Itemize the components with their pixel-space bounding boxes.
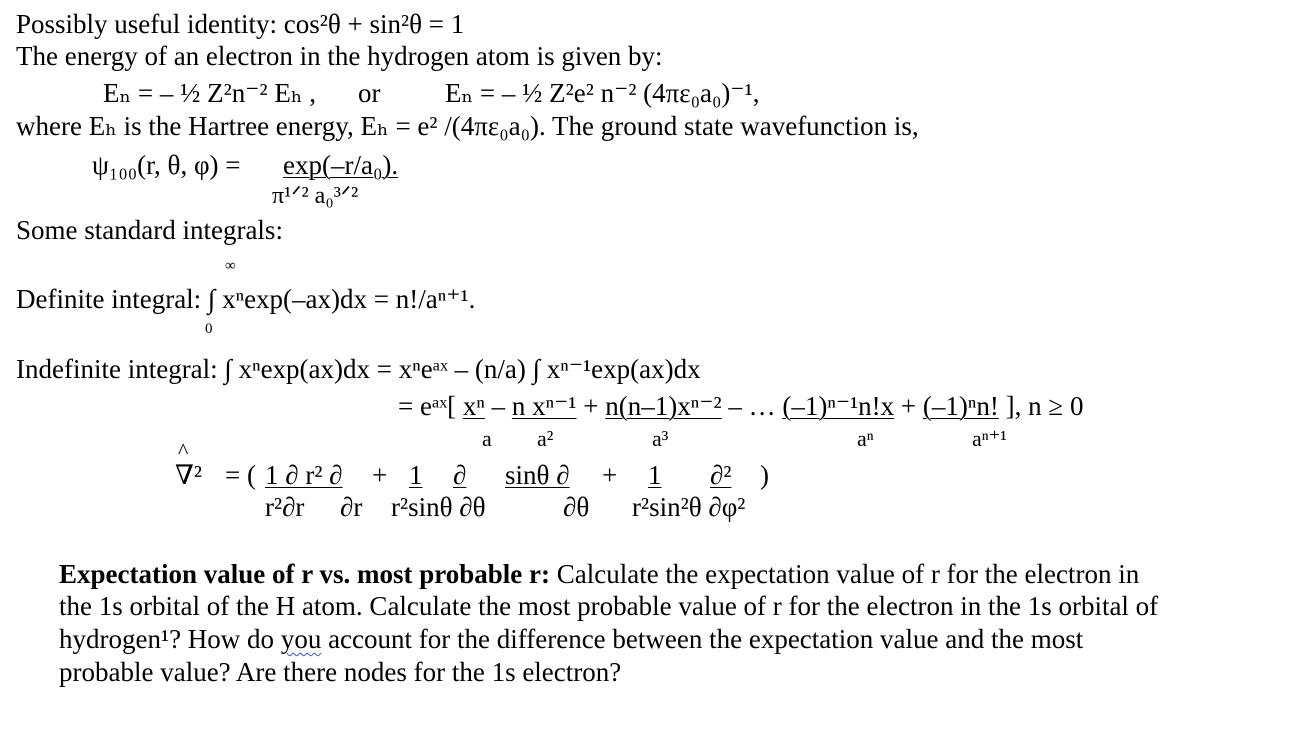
series-denominator-1: a	[482, 426, 492, 451]
energy-intro: The energy of an electron in the hydrogen atom is given by:	[16, 41, 663, 71]
energy-formula-1: Eₙ = – ½ Z²n⁻² Eₕ ,	[103, 78, 317, 108]
series-term-2: n xⁿ⁻¹	[511, 391, 577, 421]
laplacian-plus-2: +	[602, 460, 618, 490]
laplacian-den-4: ∂θ	[563, 492, 590, 522]
series-denominator-5: aⁿ⁺¹	[972, 426, 1007, 451]
integrals-heading: Some standard integrals:	[16, 215, 283, 245]
hartree-line: where Eₕ is the Hartree energy, Eₕ = e² /(4πε₀a₀). The ground state wavefunction is,	[16, 111, 919, 141]
laplacian-nabla: ∇²	[175, 460, 202, 490]
laplacian-num-3: ∂	[453, 460, 467, 490]
wavefunction-numerator: exp(–r/a₀).	[283, 150, 399, 180]
question-line-4: probable value? Are there nodes for the 1s electron?	[59, 657, 622, 687]
question-bold-label: Expectation value of r vs. most probable r:	[59, 559, 550, 589]
energy-formula-2: Eₙ = – ½ Z²e² n⁻² (4πε₀a₀)⁻¹,	[445, 78, 760, 108]
laplacian-num-5: 1	[648, 460, 662, 490]
wavefunction-lhs: ψ₁₀₀(r, θ, φ) =	[92, 150, 241, 180]
indefinite-integral-line2: = eᵃˣ[ xⁿ – n xⁿ⁻¹ + n(n–1)xⁿ⁻² – … (–1)ⁿ⁻¹n!x + (–1)ⁿn! ], n ≥ 0	[398, 391, 1084, 421]
laplacian-num-4: sinθ ∂	[505, 460, 570, 490]
identity-line	[16, 11, 464, 38]
wavefunction-denominator: π¹ᐟ² a₀³ᐟ²	[272, 183, 359, 209]
series-denominator-4: aⁿ	[857, 426, 874, 451]
series-term-1: xⁿ	[462, 391, 485, 421]
laplacian-plus-1: +	[372, 460, 388, 490]
laplacian-hat: ^	[178, 438, 189, 463]
laplacian-den-2: ∂r	[340, 492, 363, 522]
indefinite-integral-line1: Indefinite integral: ∫ xⁿexp(ax)dx = xⁿeᵃˣ – (n/a) ∫ xⁿ⁻¹exp(ax)dx	[16, 354, 701, 384]
definite-integral: Definite integral: ∫ xⁿexp(–ax)dx = n!/aⁿ⁺¹.	[16, 284, 476, 314]
question-line-1: Expectation value of r vs. most probable r: Calculate the expectation value of r for the electron in	[59, 559, 1140, 589]
spellcheck-word-you: you	[280, 624, 322, 654]
identity-formula: cos²θ + sin²θ = 1	[283, 9, 465, 39]
laplacian-close: )	[760, 460, 769, 490]
laplacian-open: = (	[225, 460, 256, 490]
series-term-4: (–1)ⁿ⁻¹n!x	[782, 391, 895, 421]
definite-upper-limit: ∞	[225, 258, 236, 274]
laplacian-den-3: r²sinθ ∂θ	[391, 492, 486, 522]
series-term-5: (–1)ⁿn!	[922, 391, 999, 421]
laplacian-num-2: 1	[409, 460, 423, 490]
laplacian-num-1: 1 ∂ r² ∂	[265, 460, 343, 490]
energy-or: or	[358, 78, 381, 108]
series-denominator-3: a³	[652, 426, 669, 451]
laplacian-den-5: r²sin²θ ∂φ²	[632, 492, 746, 522]
question-line-3: hydrogen¹? How do you account for the difference between the expectation value and the most	[59, 624, 1084, 654]
laplacian-num-6: ∂²	[710, 460, 732, 490]
series-term-3: n(n–1)xⁿ⁻²	[605, 391, 722, 421]
question-line-2: the 1s orbital of the H atom. Calculate the most probable value of r for the electron in the 1s orbital of	[59, 591, 1159, 621]
identity-label: Possibly useful identity:	[16, 9, 278, 39]
definite-lower-limit: 0	[205, 321, 213, 337]
series-denominator-2: a²	[537, 426, 554, 451]
laplacian-den-1: r²∂r	[265, 492, 305, 522]
